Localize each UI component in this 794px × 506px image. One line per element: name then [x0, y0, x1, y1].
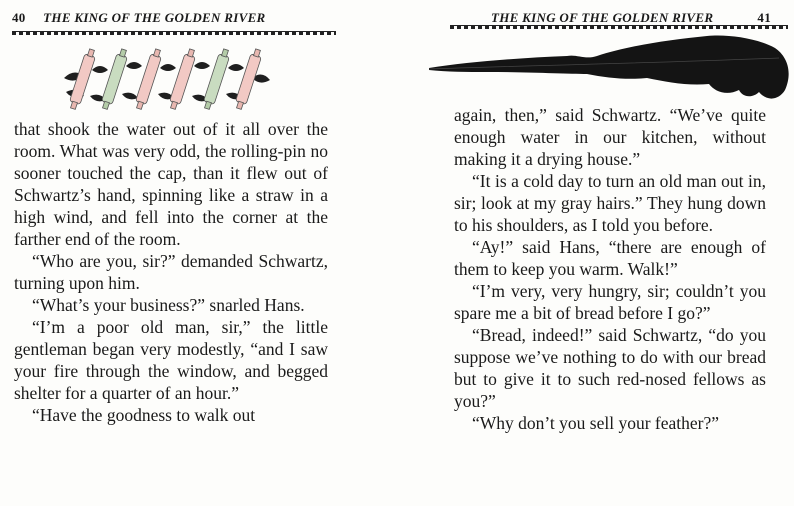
feather-illustration	[427, 32, 794, 104]
paragraph: “Who are you, sir?” demanded Schwartz, turning upon him.	[14, 251, 328, 293]
paragraph: “Ay!” said Hans, “there are enough of them to keep you warm. Walk!”	[454, 237, 766, 279]
paragraph: “What’s your business?” snarled Hans.	[32, 295, 305, 315]
paragraph: “It is a cold day to turn an old man out in, sir; look at my gray hairs.” They hung down to his shoulders, as I told you before.	[454, 171, 766, 235]
left-running-title: THE KING OF THE GOLDEN RIVER	[43, 10, 266, 25]
left-body-text	[14, 118, 328, 426]
right-page	[397, 0, 794, 506]
rolling-pin-ornament	[62, 48, 272, 110]
paragraph: “I’m very, very hungry, sir; couldn’t you spare me a bit of bread before I go?”	[454, 281, 766, 323]
left-running-head	[12, 10, 336, 26]
left-header-rule	[12, 31, 336, 36]
right-body-text	[454, 104, 766, 434]
paragraph: “Have the goodness to walk out	[32, 405, 256, 425]
paragraph: that shook the water out of it all over the room. What was very odd, the rolling-pin no sooner touched the cap, than it flew out of Schwartz’s hand, spinning like a straw in a high wind, and fell into the corner at the farther end of the room.	[14, 119, 328, 249]
right-running-title: THE KING OF THE GOLDEN RIVER	[491, 10, 714, 25]
left-page-number: 40	[12, 10, 26, 25]
paragraph: “Why don’t you sell your feather?”	[472, 413, 720, 433]
right-page-number: 41	[757, 10, 771, 25]
paragraph: “I’m a poor old man, sir,” the little gentleman began very modestly, “and I saw your fire through the window, and begged shelter for a quarter of an hour.”	[14, 317, 328, 403]
paragraph: “Bread, indeed!” said Schwartz, “do you suppose we’ve nothing to do with our bread but to give it to such red-nosed fellows as you?”	[454, 325, 766, 411]
right-header-rule	[450, 25, 788, 30]
paragraph: again, then,” said Schwartz. “We’ve quite enough water in our kitchen, without making it a drying house.”	[454, 105, 766, 169]
